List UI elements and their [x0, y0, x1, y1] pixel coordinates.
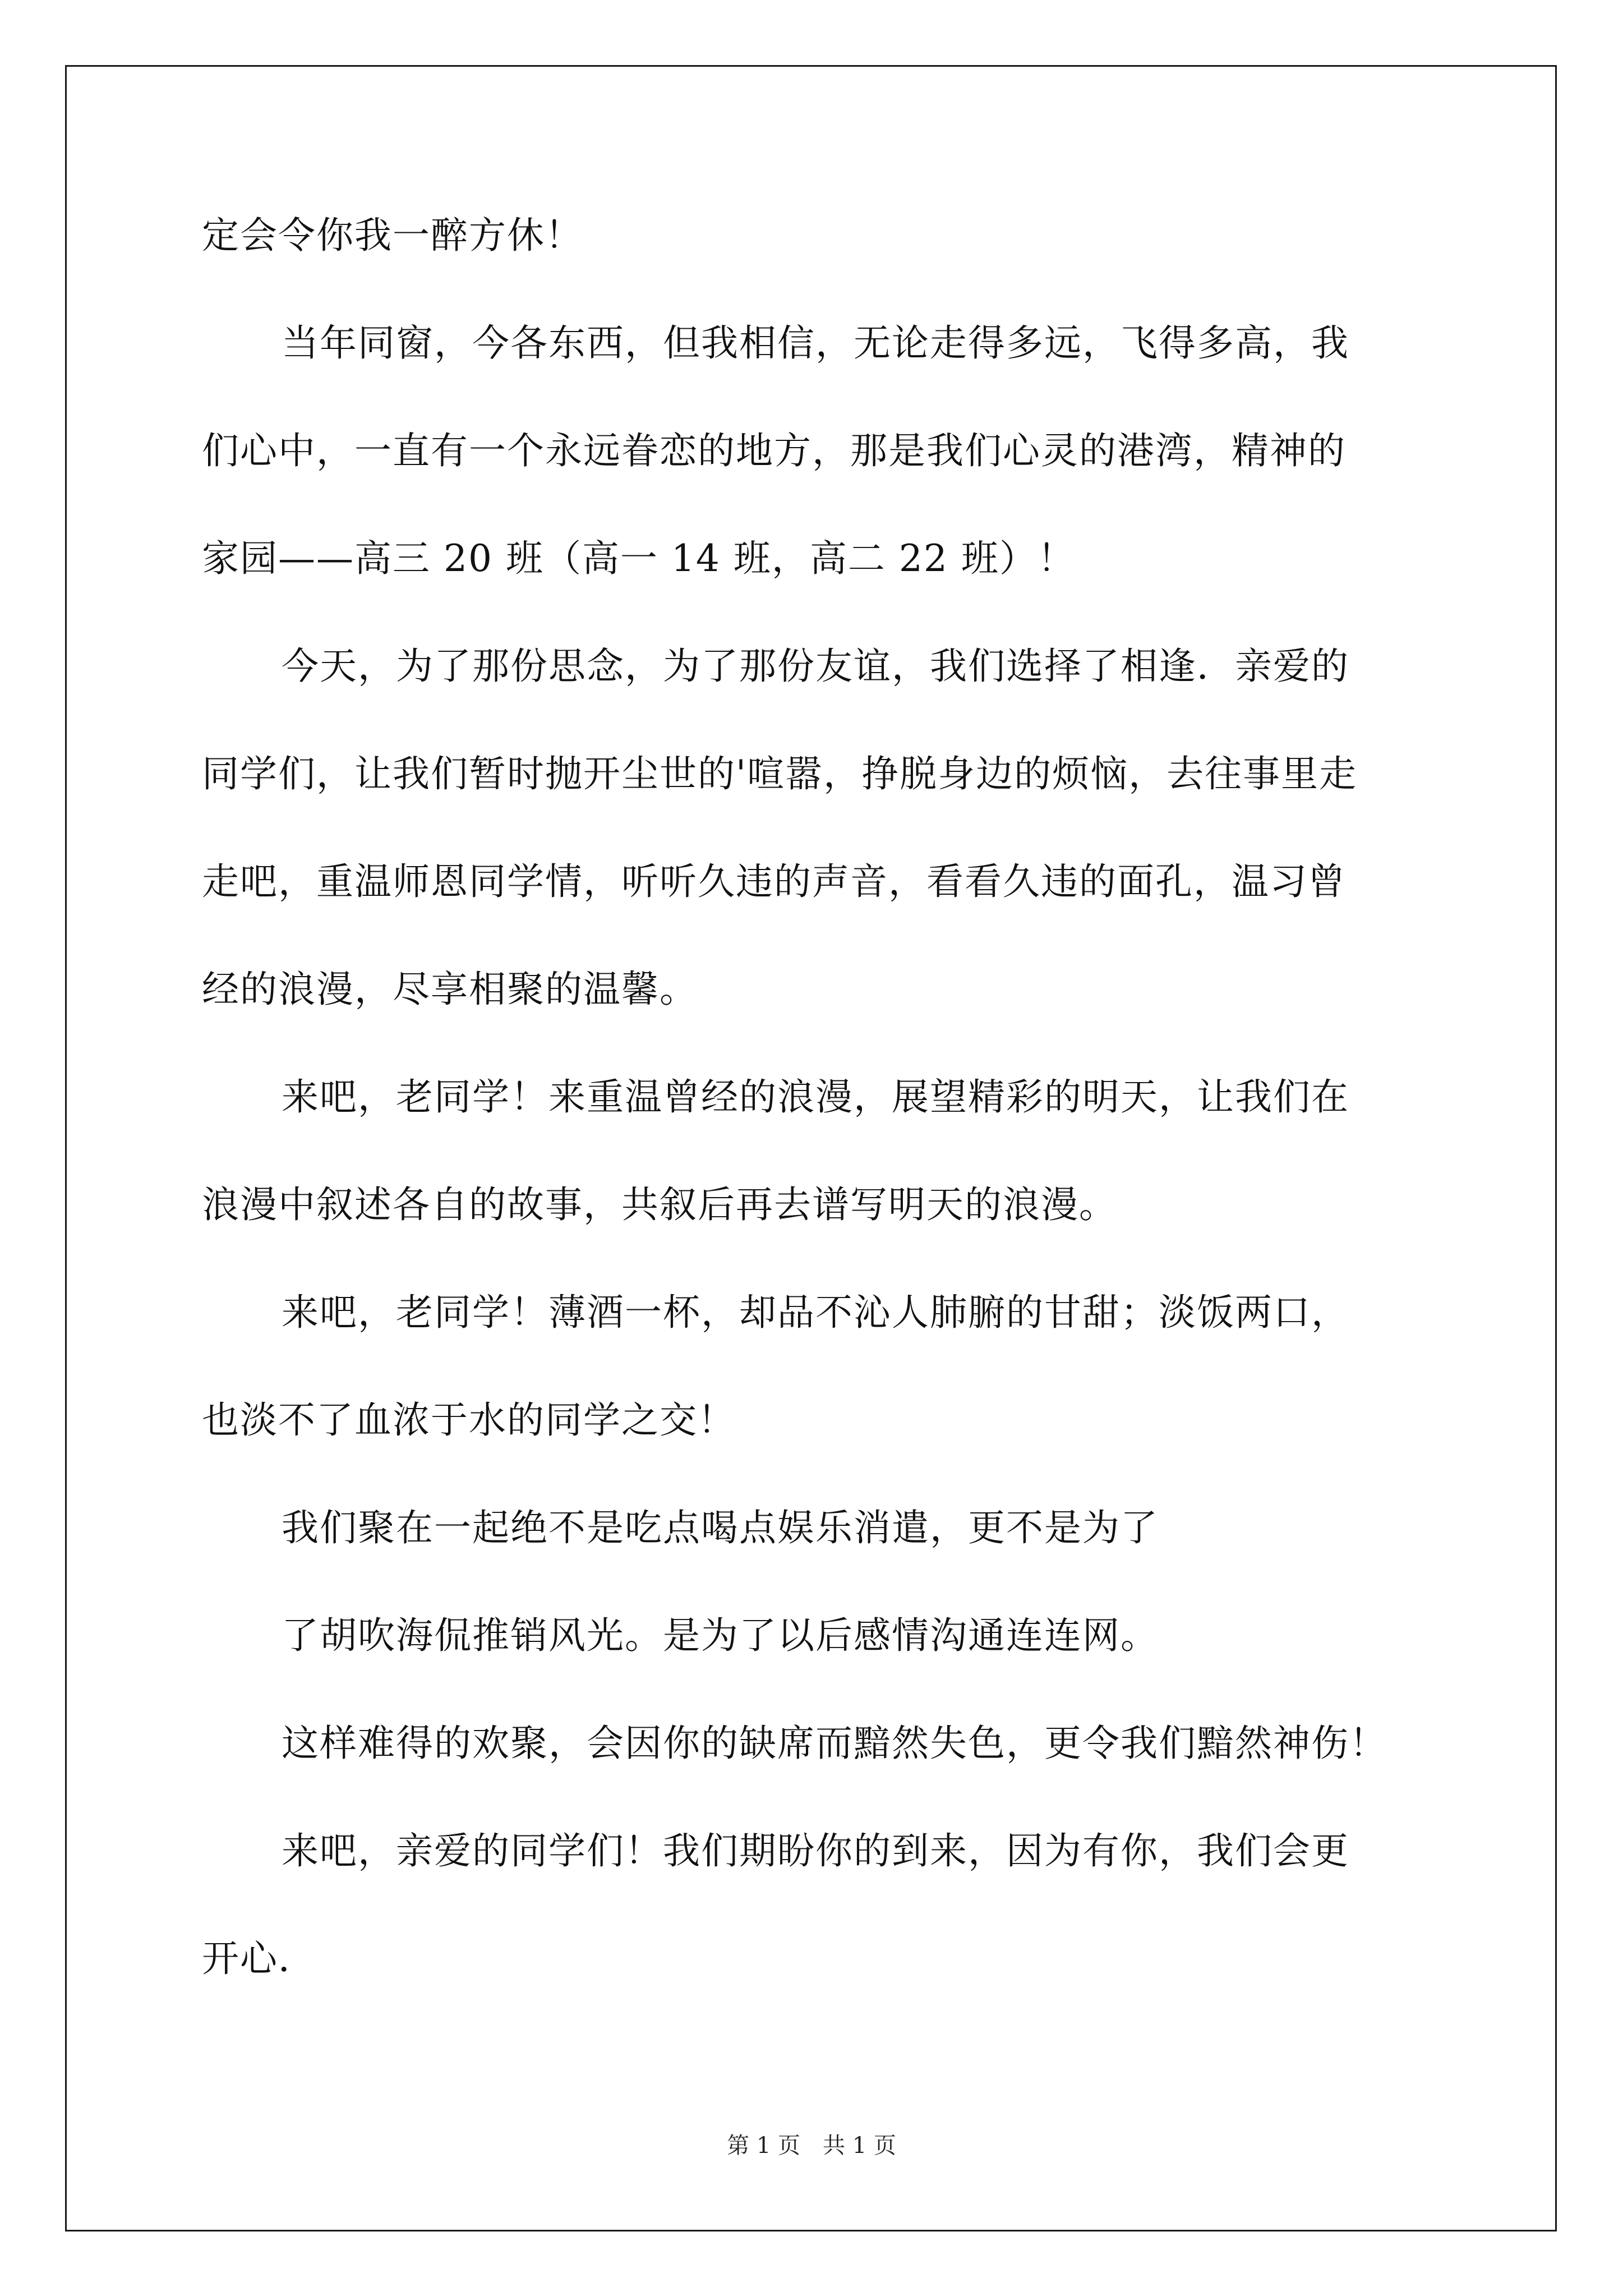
text-line: 浪漫中叙述各自的故事，共叙后再去谱写明天的浪漫。 — [202, 1183, 1117, 1226]
text-line: 也淡不了血浓于水的同学之交！ — [202, 1398, 736, 1442]
text-line: 走吧，重温师恩同学情，听听久违的声音，看看久违的面孔，温习曾 — [202, 860, 1346, 903]
text-line: 今天，为了那份思念，为了那份友谊，我们选择了相逢．亲爱的 — [282, 645, 1349, 688]
text-line: 了胡吹海侃推销风光。是为了以后感情沟通连连网。 — [282, 1614, 1159, 1657]
page-number: 第 1 页 共 1 页 — [727, 2133, 896, 2159]
text-line: 来吧，老同学！来重温曾经的浪漫，展望精彩的明天，让我们在 — [282, 1075, 1349, 1119]
text-line: 当年同窗，今各东西，但我相信，无论走得多远，飞得多高，我 — [282, 321, 1349, 365]
text-line: 家园——高三 20 班（高一 14 班，高二 22 班）！ — [202, 537, 1076, 580]
text-line: 来吧，亲爱的同学们！我们期盼你的到来，因为有你，我们会更 — [282, 1829, 1349, 1872]
text-line: 我们聚在一起绝不是吃点喝点娱乐消遣，更不是为了 — [282, 1506, 1159, 1549]
text-line: 这样难得的欢聚，会因你的缺席而黯然失色，更令我们黯然神伤！ — [282, 1722, 1387, 1765]
text-line: 同学们，让我们暂时抛开尘世的'喧嚣，挣脱身边的烦恼，去往事里走 — [202, 752, 1358, 795]
text-line: 们心中，一直有一个永远眷恋的地方，那是我们心灵的港湾，精神的 — [202, 429, 1346, 472]
text-line: 来吧，老同学！薄酒一杯，却品不沁人肺腑的甘甜；淡饭两口， — [282, 1291, 1349, 1334]
text-line: 定会令你我一醉方休！ — [202, 214, 583, 257]
page-border — [65, 65, 1557, 2231]
text-line: 经的浪漫，尽享相聚的温馨。 — [202, 968, 698, 1011]
text-line: 开心． — [202, 1937, 316, 1980]
